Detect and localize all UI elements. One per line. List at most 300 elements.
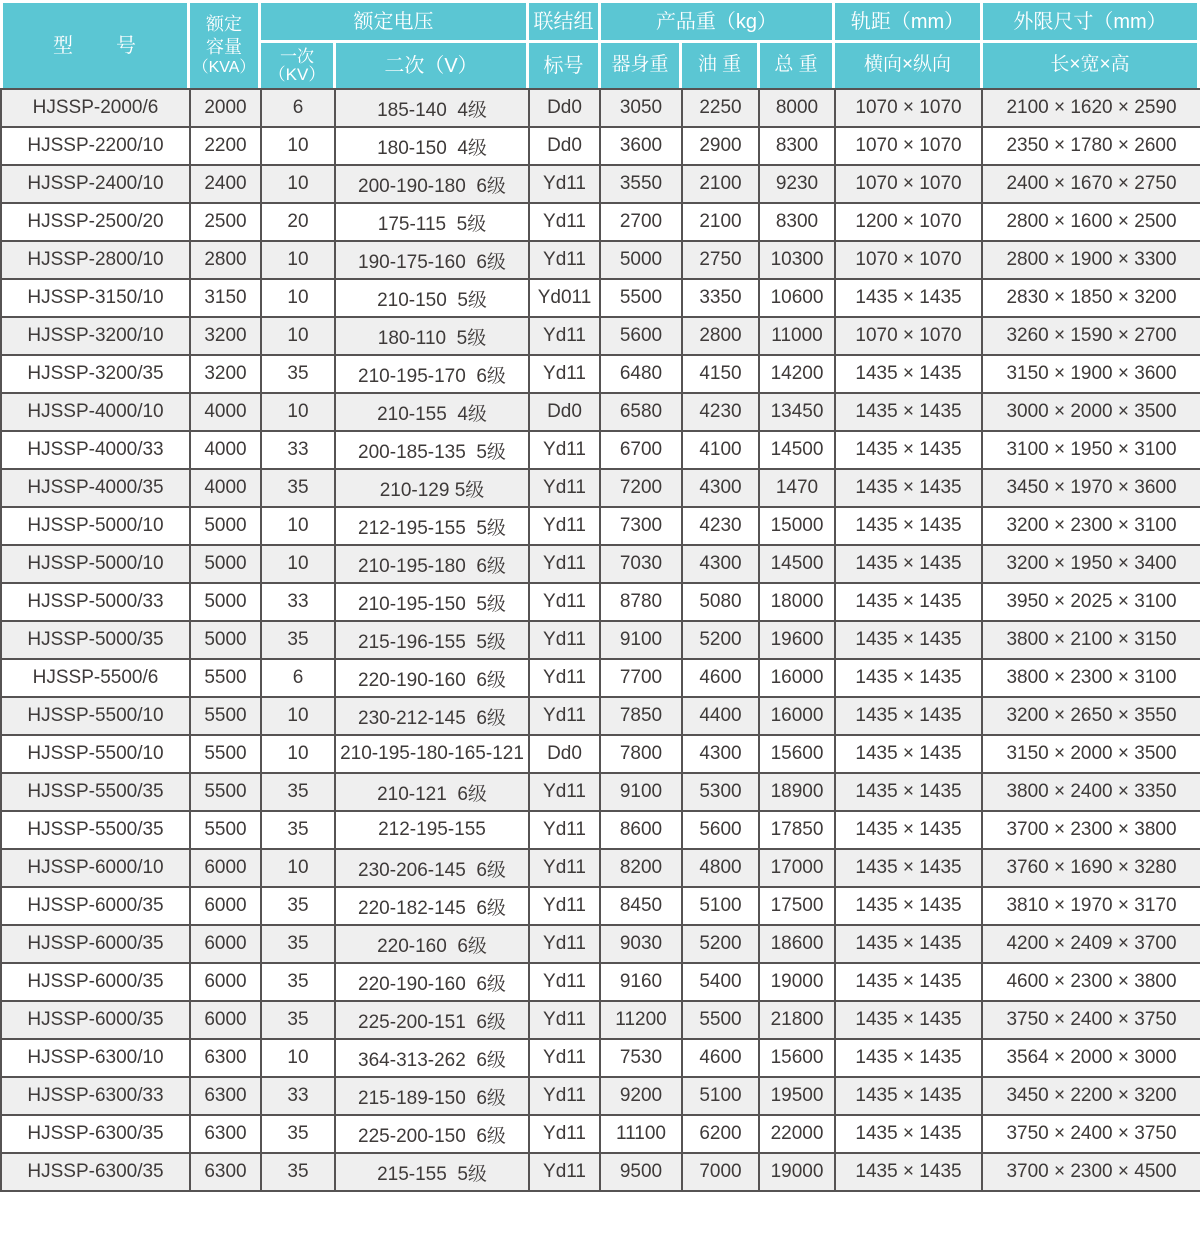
cell-secondary-voltage: 230-206-145 6级 (335, 849, 529, 887)
cell-body-weight: 3050 (600, 89, 682, 127)
cell-vector-group: Yd11 (529, 1153, 600, 1191)
cell-total-weight: 17850 (759, 811, 835, 849)
cell-oil-weight: 4400 (682, 697, 759, 735)
cell-body-weight: 6580 (600, 393, 682, 431)
cell-model: HJSSP-6000/35 (1, 887, 190, 925)
cell-gauge: 1435 × 1435 (835, 583, 982, 621)
cell-body-weight: 7030 (600, 545, 682, 583)
cell-gauge: 1435 × 1435 (835, 773, 982, 811)
cell-oil-weight: 4230 (682, 507, 759, 545)
table-row (1, 887, 1200, 925)
cell-body-weight: 7800 (600, 735, 682, 773)
cell-oil-weight: 2900 (682, 127, 759, 165)
cell-total-weight: 18900 (759, 773, 835, 811)
cell-oil-weight: 2100 (682, 203, 759, 241)
cell-gauge: 1435 × 1435 (835, 1001, 982, 1039)
header-product-weight-group: 产品重（kg） (601, 3, 832, 40)
cell-capacity: 2400 (190, 165, 261, 203)
cell-primary-voltage: 35 (261, 811, 335, 849)
cell-body-weight: 5600 (600, 317, 682, 355)
cell-vector-group: Yd11 (529, 1039, 600, 1077)
cell-model: HJSSP-5000/35 (1, 621, 190, 659)
cell-vector-group: Yd11 (529, 621, 600, 659)
cell-model: HJSSP-5000/33 (1, 583, 190, 621)
cell-model: HJSSP-6300/33 (1, 1077, 190, 1115)
cell-body-weight: 7850 (600, 697, 682, 735)
cell-capacity: 5500 (190, 697, 261, 735)
cell-total-weight: 14200 (759, 355, 835, 393)
table-row (1, 925, 1200, 963)
cell-model: HJSSP-6300/35 (1, 1115, 190, 1153)
cell-dimensions: 3200 × 2300 × 3100 (982, 507, 1200, 545)
cell-body-weight: 7700 (600, 659, 682, 697)
cell-capacity: 6300 (190, 1077, 261, 1115)
cell-model: HJSSP-6300/35 (1, 1153, 190, 1191)
table-header (0, 0, 1200, 88)
cell-primary-voltage: 10 (261, 393, 335, 431)
cell-oil-weight: 7000 (682, 1153, 759, 1191)
cell-secondary-voltage: 225-200-151 6级 (335, 1001, 529, 1039)
cell-capacity: 6300 (190, 1115, 261, 1153)
cell-gauge: 1435 × 1435 (835, 963, 982, 1001)
cell-gauge: 1435 × 1435 (835, 621, 982, 659)
cell-dimensions: 3100 × 1950 × 3100 (982, 431, 1200, 469)
cell-vector-group: Yd11 (529, 317, 600, 355)
cell-secondary-voltage: 215-189-150 6级 (335, 1077, 529, 1115)
cell-oil-weight: 4600 (682, 659, 759, 697)
cell-secondary-voltage: 200-190-180 6级 (335, 165, 529, 203)
cell-capacity: 2800 (190, 241, 261, 279)
cell-total-weight: 10300 (759, 241, 835, 279)
cell-primary-voltage: 35 (261, 621, 335, 659)
cell-total-weight: 19600 (759, 621, 835, 659)
cell-gauge: 1435 × 1435 (835, 431, 982, 469)
cell-secondary-voltage: 185-140 4级 (335, 89, 529, 127)
cell-body-weight: 9160 (600, 963, 682, 1001)
cell-total-weight: 22000 (759, 1115, 835, 1153)
cell-capacity: 6000 (190, 925, 261, 963)
cell-dimensions: 3800 × 2100 × 3150 (982, 621, 1200, 659)
header-rated-capacity-line1: 额定 (206, 14, 242, 34)
cell-dimensions: 2800 × 1600 × 2500 (982, 203, 1200, 241)
cell-secondary-voltage: 190-175-160 6级 (335, 241, 529, 279)
header-rated-capacity-unit: （KVA） (192, 59, 256, 76)
cell-model: HJSSP-2200/10 (1, 127, 190, 165)
cell-capacity: 2000 (190, 89, 261, 127)
cell-capacity: 4000 (190, 431, 261, 469)
cell-dimensions: 3800 × 2400 × 3350 (982, 773, 1200, 811)
table-row (1, 507, 1200, 545)
cell-secondary-voltage: 210-121 6级 (335, 773, 529, 811)
cell-capacity: 4000 (190, 393, 261, 431)
cell-primary-voltage: 10 (261, 317, 335, 355)
cell-primary-voltage: 35 (261, 1115, 335, 1153)
cell-secondary-voltage: 212-195-155 (335, 811, 529, 849)
cell-vector-group: Yd11 (529, 545, 600, 583)
cell-secondary-voltage: 220-190-160 6级 (335, 963, 529, 1001)
cell-vector-group: Dd0 (529, 393, 600, 431)
cell-dimensions: 2100 × 1620 × 2590 (982, 89, 1200, 127)
cell-total-weight: 15000 (759, 507, 835, 545)
header-primary-voltage (261, 43, 333, 88)
cell-capacity: 5500 (190, 811, 261, 849)
cell-primary-voltage: 33 (261, 1077, 335, 1115)
cell-total-weight: 16000 (759, 659, 835, 697)
cell-body-weight: 3600 (600, 127, 682, 165)
cell-total-weight: 11000 (759, 317, 835, 355)
cell-oil-weight: 2100 (682, 165, 759, 203)
cell-oil-weight: 4300 (682, 735, 759, 773)
cell-gauge: 1435 × 1435 (835, 1153, 982, 1191)
header-rail-gauge-sub: 横向×纵向 (835, 43, 980, 88)
cell-model: HJSSP-6000/35 (1, 1001, 190, 1039)
cell-vector-group: Yd11 (529, 431, 600, 469)
cell-vector-group: Yd11 (529, 469, 600, 507)
spec-table (0, 88, 1200, 1192)
cell-dimensions: 3000 × 2000 × 3500 (982, 393, 1200, 431)
table-row (1, 773, 1200, 811)
cell-body-weight: 8450 (600, 887, 682, 925)
cell-body-weight: 11200 (600, 1001, 682, 1039)
cell-capacity: 5500 (190, 659, 261, 697)
cell-secondary-voltage: 364-313-262 6级 (335, 1039, 529, 1077)
cell-body-weight: 9030 (600, 925, 682, 963)
cell-gauge: 1435 × 1435 (835, 1039, 982, 1077)
cell-total-weight: 17500 (759, 887, 835, 925)
cell-capacity: 5000 (190, 583, 261, 621)
cell-total-weight: 15600 (759, 735, 835, 773)
cell-capacity: 5000 (190, 545, 261, 583)
cell-total-weight: 14500 (759, 545, 835, 583)
cell-model: HJSSP-5500/6 (1, 659, 190, 697)
cell-secondary-voltage: 210-195-180-165-121 (335, 735, 529, 773)
cell-body-weight: 9500 (600, 1153, 682, 1191)
cell-body-weight: 6480 (600, 355, 682, 393)
table-row (1, 393, 1200, 431)
cell-gauge: 1070 × 1070 (835, 241, 982, 279)
cell-secondary-voltage: 180-110 5级 (335, 317, 529, 355)
cell-secondary-voltage: 212-195-155 5级 (335, 507, 529, 545)
cell-vector-group: Yd11 (529, 165, 600, 203)
cell-model: HJSSP-6300/10 (1, 1039, 190, 1077)
cell-secondary-voltage: 180-150 4级 (335, 127, 529, 165)
cell-model: HJSSP-5500/35 (1, 773, 190, 811)
cell-oil-weight: 2750 (682, 241, 759, 279)
cell-capacity: 6300 (190, 1153, 261, 1191)
cell-body-weight: 9100 (600, 621, 682, 659)
cell-vector-group: Yd11 (529, 925, 600, 963)
cell-secondary-voltage: 220-190-160 6级 (335, 659, 529, 697)
cell-gauge: 1435 × 1435 (835, 735, 982, 773)
cell-secondary-voltage: 210-195-180 6级 (335, 545, 529, 583)
cell-dimensions: 2800 × 1900 × 3300 (982, 241, 1200, 279)
header-rail-gauge: 轨距（mm） (835, 3, 980, 40)
cell-total-weight: 16000 (759, 697, 835, 735)
cell-primary-voltage: 33 (261, 431, 335, 469)
cell-primary-voltage: 35 (261, 469, 335, 507)
header-model: 型 号 (3, 3, 187, 88)
cell-oil-weight: 2250 (682, 89, 759, 127)
cell-primary-voltage: 10 (261, 697, 335, 735)
cell-vector-group: Dd0 (529, 89, 600, 127)
cell-gauge: 1435 × 1435 (835, 1077, 982, 1115)
table-row (1, 545, 1200, 583)
cell-primary-voltage: 6 (261, 89, 335, 127)
cell-gauge: 1070 × 1070 (835, 317, 982, 355)
cell-gauge: 1435 × 1435 (835, 355, 982, 393)
table-row (1, 89, 1200, 127)
cell-gauge: 1435 × 1435 (835, 659, 982, 697)
cell-dimensions: 4600 × 2300 × 3800 (982, 963, 1200, 1001)
cell-secondary-voltage: 220-160 6级 (335, 925, 529, 963)
table-row (1, 127, 1200, 165)
header-primary-voltage-line1: 一次 (280, 46, 314, 66)
cell-vector-group: Yd11 (529, 811, 600, 849)
cell-oil-weight: 6200 (682, 1115, 759, 1153)
cell-primary-voltage: 33 (261, 583, 335, 621)
table-row (1, 735, 1200, 773)
cell-primary-voltage: 10 (261, 1039, 335, 1077)
cell-gauge: 1435 × 1435 (835, 849, 982, 887)
cell-model: HJSSP-6000/10 (1, 849, 190, 887)
cell-model: HJSSP-4000/10 (1, 393, 190, 431)
cell-oil-weight: 5200 (682, 925, 759, 963)
cell-dimensions: 2400 × 1670 × 2750 (982, 165, 1200, 203)
cell-body-weight: 8780 (600, 583, 682, 621)
table-row (1, 849, 1200, 887)
cell-oil-weight: 5200 (682, 621, 759, 659)
cell-secondary-voltage: 210-155 4级 (335, 393, 529, 431)
cell-dimensions: 3150 × 1900 × 3600 (982, 355, 1200, 393)
cell-dimensions: 2830 × 1850 × 3200 (982, 279, 1200, 317)
header-outline-dimensions: 外限尺寸（mm） (983, 3, 1197, 40)
cell-primary-voltage: 10 (261, 279, 335, 317)
cell-gauge: 1200 × 1070 (835, 203, 982, 241)
cell-primary-voltage: 35 (261, 355, 335, 393)
cell-oil-weight: 4600 (682, 1039, 759, 1077)
cell-capacity: 2200 (190, 127, 261, 165)
cell-dimensions: 3150 × 2000 × 3500 (982, 735, 1200, 773)
cell-dimensions: 3700 × 2300 × 3800 (982, 811, 1200, 849)
cell-oil-weight: 4300 (682, 469, 759, 507)
cell-secondary-voltage: 215-155 5级 (335, 1153, 529, 1191)
cell-secondary-voltage: 210-195-150 5级 (335, 583, 529, 621)
header-vector-group-top: 联结组 (529, 3, 598, 40)
cell-secondary-voltage: 210-150 5级 (335, 279, 529, 317)
cell-gauge: 1435 × 1435 (835, 925, 982, 963)
table-row (1, 1153, 1200, 1191)
cell-oil-weight: 4800 (682, 849, 759, 887)
cell-model: HJSSP-3200/35 (1, 355, 190, 393)
cell-oil-weight: 5080 (682, 583, 759, 621)
cell-dimensions: 3800 × 2300 × 3100 (982, 659, 1200, 697)
cell-model: HJSSP-6000/35 (1, 963, 190, 1001)
cell-model: HJSSP-4000/35 (1, 469, 190, 507)
table-row (1, 203, 1200, 241)
cell-oil-weight: 4230 (682, 393, 759, 431)
cell-capacity: 6000 (190, 849, 261, 887)
cell-model: HJSSP-3150/10 (1, 279, 190, 317)
header-oil-weight: 油 重 (682, 43, 757, 88)
cell-model: HJSSP-5000/10 (1, 545, 190, 583)
cell-vector-group: Yd11 (529, 241, 600, 279)
cell-capacity: 6000 (190, 1001, 261, 1039)
cell-primary-voltage: 35 (261, 963, 335, 1001)
cell-vector-group: Yd11 (529, 355, 600, 393)
cell-capacity: 4000 (190, 469, 261, 507)
cell-dimensions: 3760 × 1690 × 3280 (982, 849, 1200, 887)
cell-primary-voltage: 10 (261, 507, 335, 545)
cell-total-weight: 19500 (759, 1077, 835, 1115)
cell-body-weight: 9100 (600, 773, 682, 811)
cell-dimensions: 3450 × 1970 × 3600 (982, 469, 1200, 507)
cell-vector-group: Yd011 (529, 279, 600, 317)
cell-total-weight: 8300 (759, 127, 835, 165)
header-secondary-voltage: 二次（V） (336, 43, 526, 88)
cell-body-weight: 8200 (600, 849, 682, 887)
cell-model: HJSSP-2800/10 (1, 241, 190, 279)
cell-primary-voltage: 35 (261, 887, 335, 925)
cell-gauge: 1070 × 1070 (835, 127, 982, 165)
cell-primary-voltage: 10 (261, 545, 335, 583)
cell-primary-voltage: 10 (261, 735, 335, 773)
cell-dimensions: 3810 × 1970 × 3170 (982, 887, 1200, 925)
cell-body-weight: 9200 (600, 1077, 682, 1115)
cell-primary-voltage: 6 (261, 659, 335, 697)
header-outline-dimensions-sub: 长×宽×高 (983, 43, 1197, 88)
cell-gauge: 1435 × 1435 (835, 697, 982, 735)
cell-dimensions: 3750 × 2400 × 3750 (982, 1001, 1200, 1039)
cell-primary-voltage: 10 (261, 241, 335, 279)
cell-secondary-voltage: 210-195-170 6级 (335, 355, 529, 393)
cell-total-weight: 19000 (759, 1153, 835, 1191)
cell-dimensions: 3950 × 2025 × 3100 (982, 583, 1200, 621)
cell-dimensions: 3260 × 1590 × 2700 (982, 317, 1200, 355)
cell-total-weight: 10600 (759, 279, 835, 317)
cell-model: HJSSP-5500/10 (1, 735, 190, 773)
header-rated-voltage-group: 额定电压 (261, 3, 526, 40)
cell-total-weight: 15600 (759, 1039, 835, 1077)
cell-dimensions: 3750 × 2400 × 3750 (982, 1115, 1200, 1153)
cell-secondary-voltage: 225-200-150 6级 (335, 1115, 529, 1153)
cell-dimensions: 3450 × 2200 × 3200 (982, 1077, 1200, 1115)
cell-model: HJSSP-2500/20 (1, 203, 190, 241)
table-row (1, 659, 1200, 697)
cell-gauge: 1435 × 1435 (835, 887, 982, 925)
cell-body-weight: 7200 (600, 469, 682, 507)
cell-capacity: 2500 (190, 203, 261, 241)
table-row (1, 317, 1200, 355)
spec-table-body (1, 89, 1200, 1191)
cell-model: HJSSP-5500/10 (1, 697, 190, 735)
cell-oil-weight: 4150 (682, 355, 759, 393)
cell-model: HJSSP-5500/35 (1, 811, 190, 849)
cell-capacity: 6000 (190, 963, 261, 1001)
cell-model: HJSSP-3200/10 (1, 317, 190, 355)
cell-vector-group: Yd11 (529, 583, 600, 621)
header-total-weight: 总 重 (760, 43, 832, 88)
table-row (1, 279, 1200, 317)
table-row (1, 811, 1200, 849)
cell-total-weight: 9230 (759, 165, 835, 203)
cell-capacity: 5000 (190, 507, 261, 545)
cell-secondary-voltage: 230-212-145 6级 (335, 697, 529, 735)
cell-dimensions: 3564 × 2000 × 3000 (982, 1039, 1200, 1077)
cell-capacity: 5500 (190, 773, 261, 811)
cell-body-weight: 6700 (600, 431, 682, 469)
cell-vector-group: Yd11 (529, 1001, 600, 1039)
table-row (1, 1115, 1200, 1153)
cell-capacity: 6300 (190, 1039, 261, 1077)
cell-gauge: 1435 × 1435 (835, 469, 982, 507)
cell-gauge: 1435 × 1435 (835, 1115, 982, 1153)
cell-body-weight: 8600 (600, 811, 682, 849)
cell-oil-weight: 5500 (682, 1001, 759, 1039)
cell-total-weight: 1470 (759, 469, 835, 507)
cell-body-weight: 3550 (600, 165, 682, 203)
cell-body-weight: 2700 (600, 203, 682, 241)
cell-primary-voltage: 20 (261, 203, 335, 241)
cell-body-weight: 11100 (600, 1115, 682, 1153)
table-row (1, 583, 1200, 621)
cell-model: HJSSP-2000/6 (1, 89, 190, 127)
cell-model: HJSSP-6000/35 (1, 925, 190, 963)
cell-total-weight: 17000 (759, 849, 835, 887)
cell-vector-group: Yd11 (529, 887, 600, 925)
table-row (1, 431, 1200, 469)
table-row (1, 697, 1200, 735)
cell-gauge: 1070 × 1070 (835, 89, 982, 127)
cell-dimensions: 4200 × 2409 × 3700 (982, 925, 1200, 963)
cell-primary-voltage: 35 (261, 1001, 335, 1039)
cell-capacity: 3150 (190, 279, 261, 317)
cell-oil-weight: 5100 (682, 887, 759, 925)
cell-gauge: 1070 × 1070 (835, 165, 982, 203)
cell-primary-voltage: 10 (261, 165, 335, 203)
cell-oil-weight: 5600 (682, 811, 759, 849)
cell-capacity: 6000 (190, 887, 261, 925)
cell-secondary-voltage: 220-182-145 6级 (335, 887, 529, 925)
cell-body-weight: 5000 (600, 241, 682, 279)
cell-vector-group: Yd11 (529, 1115, 600, 1153)
table-row (1, 1001, 1200, 1039)
cell-vector-group: Yd11 (529, 849, 600, 887)
header-vector-group-bottom: 标号 (529, 43, 598, 88)
cell-primary-voltage: 10 (261, 127, 335, 165)
cell-primary-voltage: 35 (261, 773, 335, 811)
cell-total-weight: 14500 (759, 431, 835, 469)
cell-oil-weight: 5300 (682, 773, 759, 811)
table-row (1, 1077, 1200, 1115)
cell-dimensions: 3200 × 2650 × 3550 (982, 697, 1200, 735)
cell-oil-weight: 3350 (682, 279, 759, 317)
cell-oil-weight: 4100 (682, 431, 759, 469)
cell-total-weight: 8300 (759, 203, 835, 241)
table-row (1, 241, 1200, 279)
cell-primary-voltage: 35 (261, 1153, 335, 1191)
cell-capacity: 3200 (190, 317, 261, 355)
table-row (1, 469, 1200, 507)
cell-secondary-voltage: 215-196-155 5级 (335, 621, 529, 659)
cell-dimensions: 2350 × 1780 × 2600 (982, 127, 1200, 165)
table-row (1, 355, 1200, 393)
cell-total-weight: 18600 (759, 925, 835, 963)
cell-capacity: 5000 (190, 621, 261, 659)
header-rated-capacity (190, 3, 258, 88)
cell-capacity: 5500 (190, 735, 261, 773)
cell-vector-group: Dd0 (529, 127, 600, 165)
cell-total-weight: 13450 (759, 393, 835, 431)
